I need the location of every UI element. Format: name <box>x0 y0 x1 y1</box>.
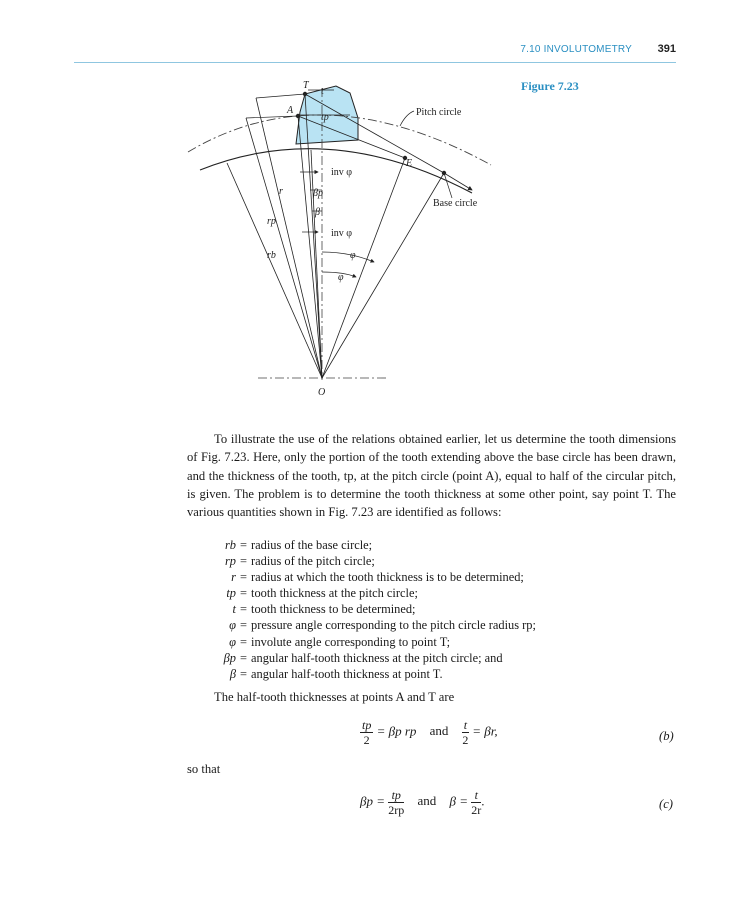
label-base-circle: Base circle <box>433 198 478 209</box>
label-beta-p: βp <box>313 188 323 199</box>
label-beta: β <box>315 207 320 218</box>
list-item: tp = tooth thickness at the pitch circle; <box>226 586 418 601</box>
so-that-text: so that <box>187 762 221 776</box>
half-tooth-sentence: The half-tooth thicknesses at points A and T are <box>214 690 455 704</box>
label-pitch-circle: Pitch circle <box>416 107 462 118</box>
list-item: t = tooth thickness to be determined; <box>232 602 416 617</box>
list-item: rp = radius of the pitch circle; <box>224 554 375 569</box>
list-item: rb = radius of the base circle; <box>224 538 373 552</box>
equation-b-label: (b) <box>659 729 674 743</box>
list-item: φ = pressure angle corresponding to the pitch circle radius rp; <box>229 618 536 633</box>
label-E: E <box>406 158 413 169</box>
label-O: O <box>318 387 326 398</box>
label-varphi: φ <box>350 250 356 261</box>
label-rp: rp <box>267 216 276 227</box>
label-phi: φ <box>338 272 344 283</box>
list-item: r = radius at which the tooth thickness is to be determined; <box>231 570 524 585</box>
label-rb: rb <box>267 250 276 261</box>
body-paragraph: To illustrate the use of the relations obtained earlier, let us determine the tooth dimensions of Fig. 7.23. Here, only the portion of the tooth extending above the base circle has been drawn, and the thickness of the tooth, tp, at the pitch circle (point A), equal to half of the circular pitch, is given. The problem is to determine the tooth thickness at some other point, say point T. The various quantities shown in Fig. 7.23 are identified as follows: <box>187 432 676 520</box>
label-inv-phi: inv φ <box>331 167 353 178</box>
list-item: βp = angular half-tooth thickness at the pitch circle; and <box>223 650 503 665</box>
figure-caption: Figure 7.23 <box>521 79 579 93</box>
list-item: β = angular half-tooth thickness at point T. <box>229 666 443 681</box>
section-title: 7.10 INVOLUTOMETRY <box>520 44 632 55</box>
label-inv-varphi: inv φ <box>331 228 353 239</box>
gear-tooth-diagram <box>0 0 737 420</box>
definitions-list <box>190 537 536 682</box>
label-tp: tp <box>321 112 329 123</box>
label-A: A <box>287 105 294 116</box>
equation-b: $\frac{tp}{2}$ = βp rp and $\frac{t}{2}$ = βr, <box>362 718 498 747</box>
label-r: r <box>279 186 283 197</box>
page-number: 391 <box>657 43 676 55</box>
label-t: t <box>321 86 324 97</box>
equation-c-label: (c) <box>659 797 673 811</box>
label-T: T <box>303 80 309 91</box>
list-item: φ = involute angle corresponding to point T; <box>229 634 451 649</box>
equation-c: βp = $\frac{tp}{2rp}$ and β = $\frac{t}{2r}$ . <box>360 788 485 817</box>
